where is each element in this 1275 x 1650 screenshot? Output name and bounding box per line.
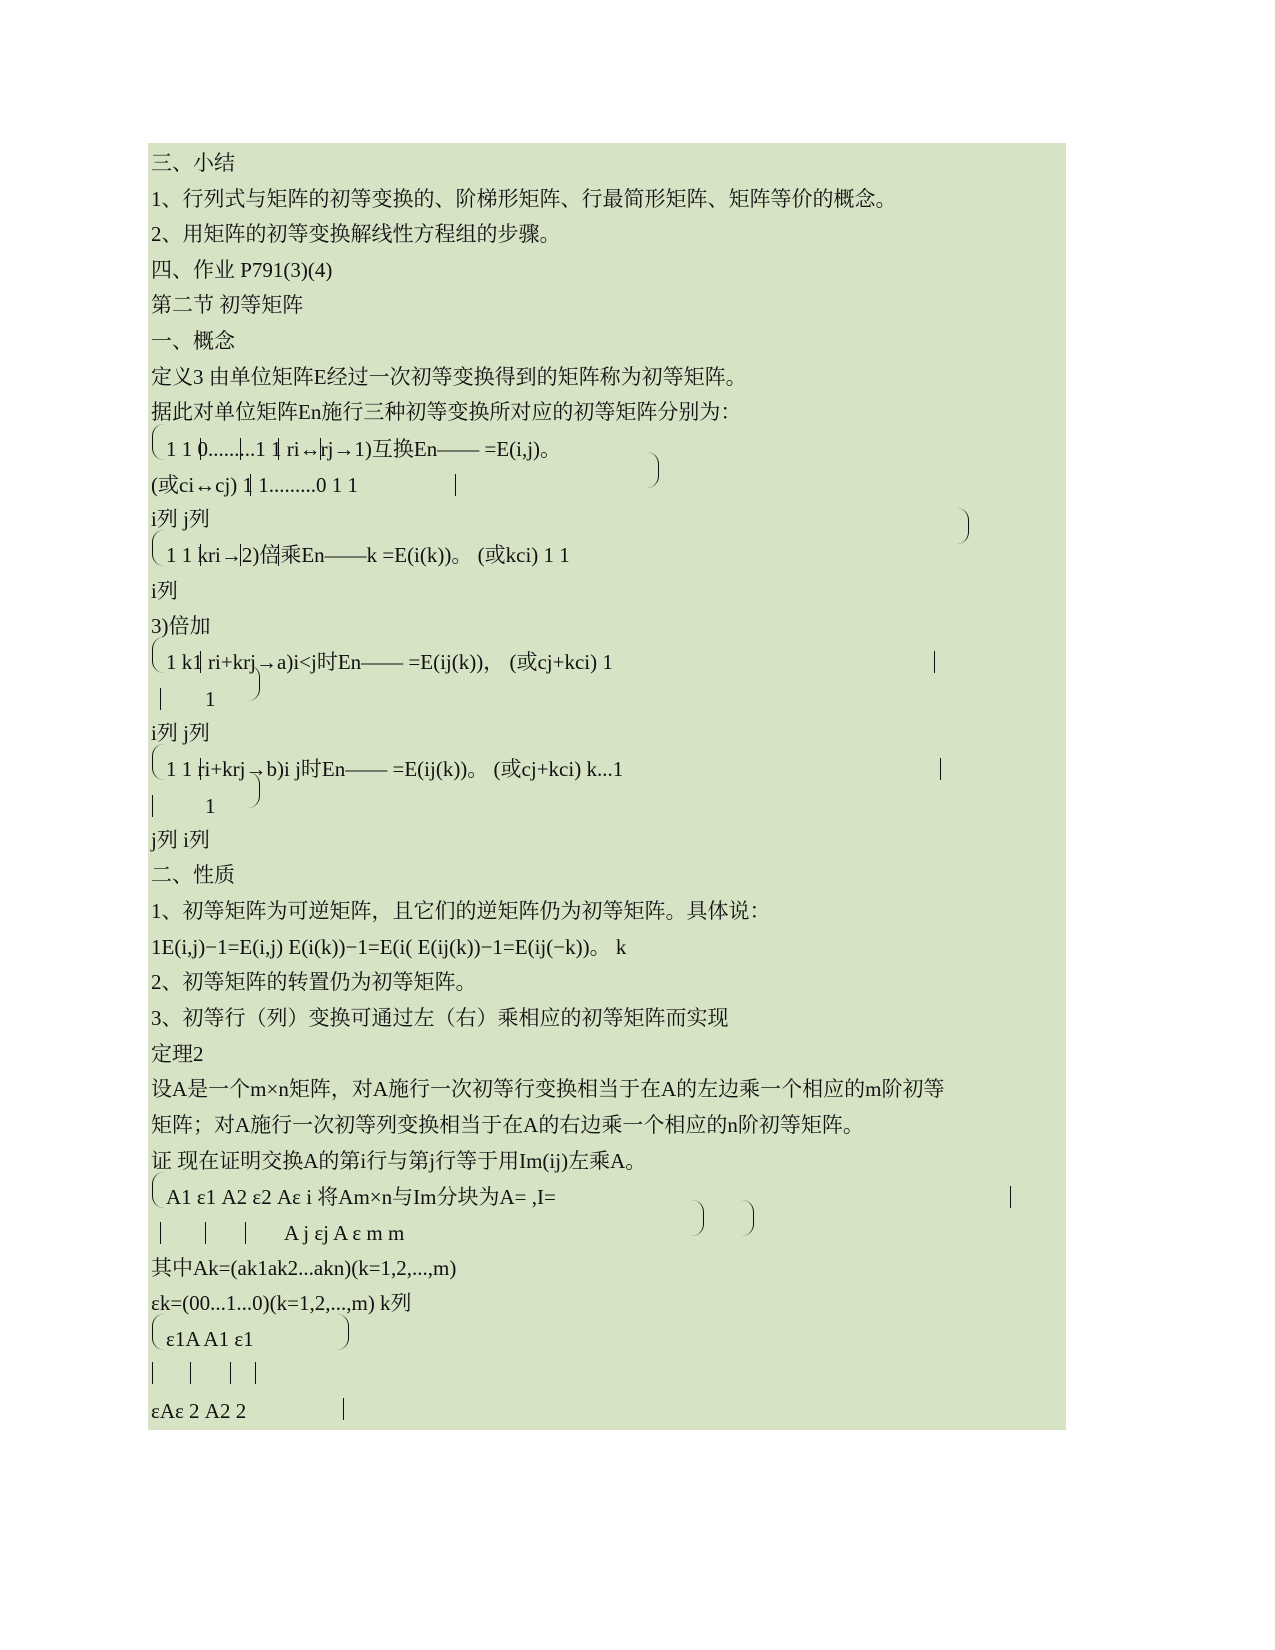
matrix-bar <box>934 651 935 673</box>
matrix-bracket <box>645 452 659 488</box>
matrix-line: 1 1 0.........1 1 ri↔rj→1)互换En—— =E(i,j)。 <box>166 437 562 461</box>
matrix-bar <box>940 758 941 780</box>
matrix-bar <box>278 544 279 566</box>
matrix-bar <box>255 1362 256 1384</box>
theorem-heading: 定理2 <box>151 1042 204 1066</box>
text-line: 2、用矩阵的初等变换解线性方程组的步骤。 <box>151 222 561 246</box>
matrix-bar <box>200 544 201 566</box>
matrix-line: 1 k1 ri+krj→a)i<j时En—— =E(ij(k))， (或cj+kci) 1 <box>166 650 613 674</box>
text-line: εk=(00...1...0)(k=1,2,...,m) k列 <box>151 1291 412 1315</box>
matrix-line: (或ci↔cj) 1 1.........0 1 1 <box>151 473 359 497</box>
matrix-bar <box>200 758 201 780</box>
matrix-line: ε1A A1 ε1 <box>166 1327 254 1351</box>
matrix-bar <box>160 1222 161 1244</box>
matrix-bracket <box>152 637 166 673</box>
matrix-bar <box>1010 1186 1011 1208</box>
matrix-line: A1 ε1 A2 ε2 Aε i 将Am×n与Im分块为A= ,I= <box>166 1185 556 1209</box>
text-line: 3)倍加 <box>151 614 211 638</box>
matrix-bar <box>190 1362 191 1384</box>
section-heading: 二、性质 <box>151 863 235 887</box>
text-line: 四、作业 P791(3)(4) <box>151 258 333 282</box>
matrix-bar <box>343 1398 344 1420</box>
matrix-line: A j εj A ε m m <box>284 1221 405 1245</box>
matrix-bracket <box>740 1200 754 1236</box>
matrix-line: 1 <box>205 687 216 711</box>
matrix-bracket <box>246 772 260 808</box>
text-line: i列 j列 <box>151 507 210 531</box>
text-line: 三、小结 <box>151 151 235 175</box>
matrix-bracket <box>152 1172 166 1208</box>
text-line: 1、初等矩阵为可逆矩阵，且它们的逆矩阵仍为初等矩阵。具体说： <box>151 899 771 923</box>
matrix-bar <box>320 438 321 460</box>
text-line: 1、行列式与矩阵的初等变换的、阶梯形矩阵、行最简形矩阵、矩阵等价的概念。 <box>151 187 897 211</box>
matrix-bracket <box>152 744 166 780</box>
matrix-line: 1 1 ri+krj→b)i j时En—— =E(ij(k))。 (或cj+kci) k...1 <box>166 757 624 781</box>
text-line: i列 j列 <box>151 721 210 745</box>
text-line: j列 i列 <box>151 828 210 852</box>
matrix-line: 1 <box>205 794 216 818</box>
matrix-bar <box>240 544 241 566</box>
matrix-bar <box>200 651 201 673</box>
text-line: 2、初等矩阵的转置仍为初等矩阵。 <box>151 970 477 994</box>
matrix-line: 1 1 kri→2)倍乘En——k =E(i(k))。 (或kci) 1 1 <box>166 543 570 567</box>
matrix-bracket <box>152 424 166 460</box>
matrix-bar <box>152 1362 153 1384</box>
matrix-bracket <box>152 530 166 566</box>
matrix-bracket <box>335 1314 349 1350</box>
matrix-bracket <box>955 508 969 544</box>
matrix-bar <box>245 1222 246 1244</box>
text-line: 证 现在证明交换A的第i行与第j行等于用Im(ij)左乘A。 <box>151 1149 647 1173</box>
matrix-bar <box>278 438 279 460</box>
text-line: 第二节 初等矩阵 <box>151 293 304 317</box>
text-line: 3、初等行（列）变换可通过左（右）乘相应的初等矩阵而实现 <box>151 1006 729 1030</box>
text-line: i列 <box>151 579 178 603</box>
matrix-bar <box>455 474 456 496</box>
matrix-bracket <box>690 1200 704 1236</box>
text-line: 一、概念 <box>151 329 235 353</box>
matrix-line: εAε 2 A2 2 <box>151 1399 247 1423</box>
matrix-bracket <box>246 665 260 701</box>
matrix-bar <box>240 438 241 460</box>
matrix-bar <box>250 474 251 496</box>
matrix-bar <box>152 795 153 817</box>
matrix-bar <box>230 1362 231 1384</box>
text-line: 设A是一个m×n矩阵，对A施行一次初等行变换相当于在A的左边乘一个相应的m阶初等 <box>151 1077 945 1101</box>
formula-line: 1E(i,j)−1=E(i,j) E(i(k))−1=E(i( E(ij(k))−1=E(ij(−k))。 k <box>151 935 627 959</box>
text-line: 定义3 由单位矩阵E经过一次初等变换得到的矩阵称为初等矩阵。 <box>151 365 747 389</box>
text-line: 矩阵；对A施行一次初等列变换相当于在A的右边乘一个相应的n阶初等矩阵。 <box>151 1113 864 1137</box>
text-line: 其中Ak=(ak1ak2...akn)(k=1,2,...,m) <box>151 1256 457 1280</box>
text-line: 据此对单位矩阵En施行三种初等变换所对应的初等矩阵分别为： <box>151 400 742 424</box>
matrix-bracket <box>152 1314 166 1350</box>
matrix-bar <box>160 688 161 710</box>
matrix-bar <box>200 438 201 460</box>
matrix-bar <box>205 1222 206 1244</box>
